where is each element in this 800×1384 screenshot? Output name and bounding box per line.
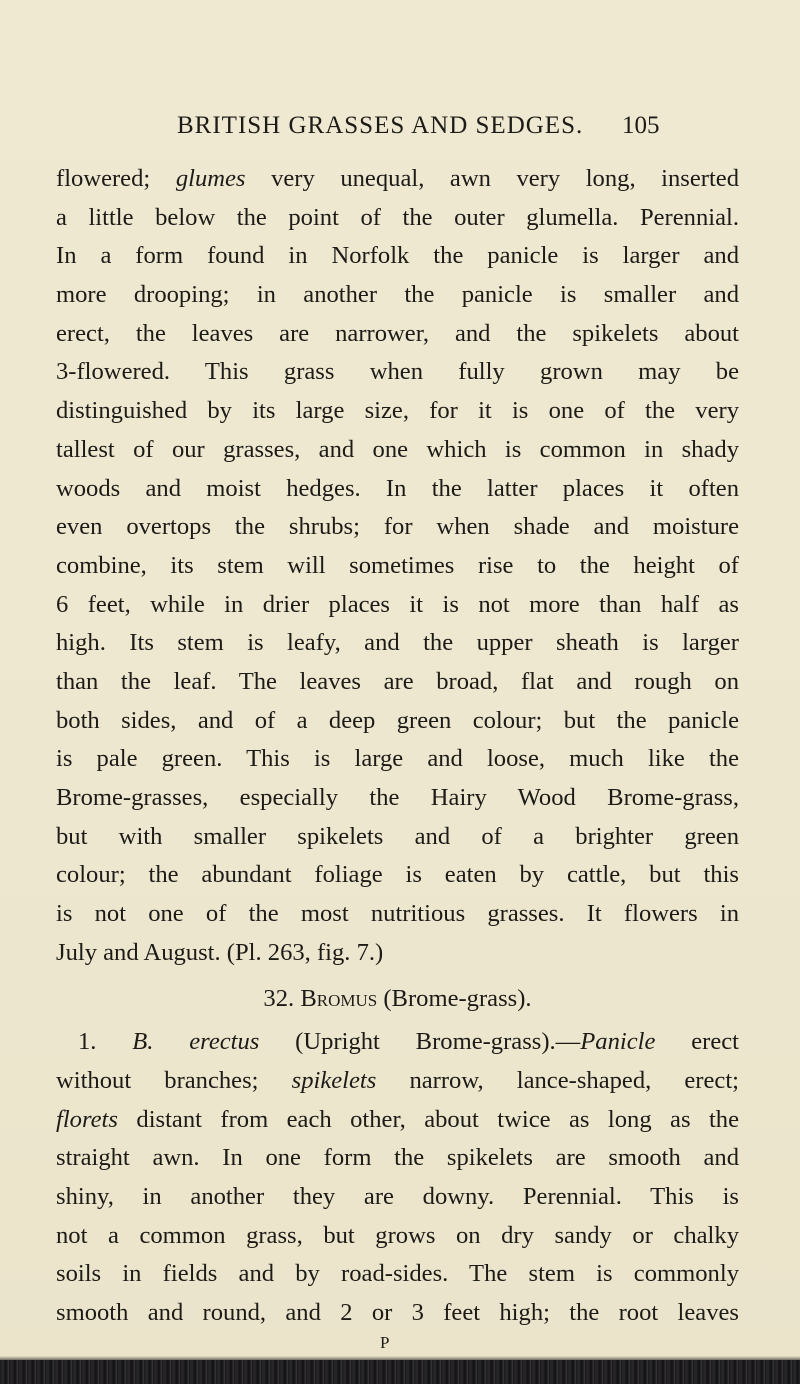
running-head	[0, 112, 800, 148]
text-line: more drooping; in another the panicle is smaller and	[56, 281, 739, 309]
text-line: Brome-grasses, especially the Hairy Wood Brome-grass,	[56, 784, 739, 811]
text-line: woods and moist hedges. In the latter places it often	[56, 474, 739, 502]
term-spikelets: spikelets	[291, 1066, 377, 1094]
text-line: shiny, in another they are downy. Perennial. This is	[56, 1182, 739, 1210]
text-line: July and August. (Pl. 263, fig. 7.)	[56, 938, 384, 966]
text-line: is pale green. This is large and loose, much like the	[56, 745, 739, 773]
text-line: both sides, and of a deep green colour; but the panicle	[56, 706, 739, 734]
text-line: straight awn. In one form the spikelets are smooth and	[56, 1144, 739, 1172]
text-line: not a common grass, but grows on dry sandy or chalky	[56, 1221, 739, 1249]
text-line: 6 feet, while in drier places it is not more than half as	[56, 590, 739, 618]
text-line: colour; the abundant foliage is eaten by cattle, but this	[56, 861, 739, 889]
text-line: high. Its stem is leafy, and the upper sheath is larger	[56, 629, 739, 657]
scan-edge	[0, 1360, 800, 1384]
text-line: soils in fields and by road-sides. The stem is commonly	[56, 1260, 739, 1288]
text-line: florets distant from each other, about twice as long as the	[56, 1105, 739, 1133]
signature-mark: P	[380, 1333, 390, 1352]
text-line: is not one of the most nutritious grasses. It flowers in	[56, 900, 739, 928]
text-line: 3-flowered. This grass when fully grown may be	[56, 358, 739, 386]
term-florets: florets	[56, 1105, 118, 1133]
section-heading: 32. Bromus (Brome-grass).	[263, 985, 532, 1013]
text-line: smooth and round, and 2 or 3 feet high; the root leaves	[56, 1298, 739, 1326]
species-entry: 1. B. erectus (Upright Brome-grass).—Panicle erect	[78, 1028, 739, 1056]
text-line: than the leaf. The leaves are broad, flat and rough on	[56, 667, 739, 695]
text-line: In a form found in Norfolk the panicle is larger and	[56, 242, 739, 270]
text-line: flowered; glumes very unequal, awn very long, inserted	[56, 165, 740, 192]
text-line: combine, its stem will sometimes rise to the height of	[56, 551, 739, 579]
text-line: without branches; spikelets narrow, lance-shaped, erect;	[56, 1066, 739, 1094]
text-line: even overtops the shrubs; for when shade and moisture	[56, 513, 739, 541]
running-title: BRITISH GRASSES AND SEDGES.	[177, 112, 584, 139]
page-number: 105	[622, 112, 660, 139]
body-text	[56, 160, 739, 1333]
species-name: B. erectus	[132, 1028, 260, 1056]
text-line: a little below the point of the outer glumella. Perennial.	[56, 203, 739, 231]
term-panicle: Panicle	[580, 1028, 656, 1056]
genus-name: Bromus	[300, 985, 378, 1013]
text-line: erect, the leaves are narrower, and the spikelets about	[56, 319, 739, 347]
term-glumes: glumes	[175, 165, 246, 192]
text-line: tallest of our grasses, and one which is common in shady	[56, 435, 739, 463]
text-line: but with smaller spikelets and of a brighter green	[56, 822, 739, 850]
text-line: distinguished by its large size, for it is one of the very	[56, 397, 739, 425]
